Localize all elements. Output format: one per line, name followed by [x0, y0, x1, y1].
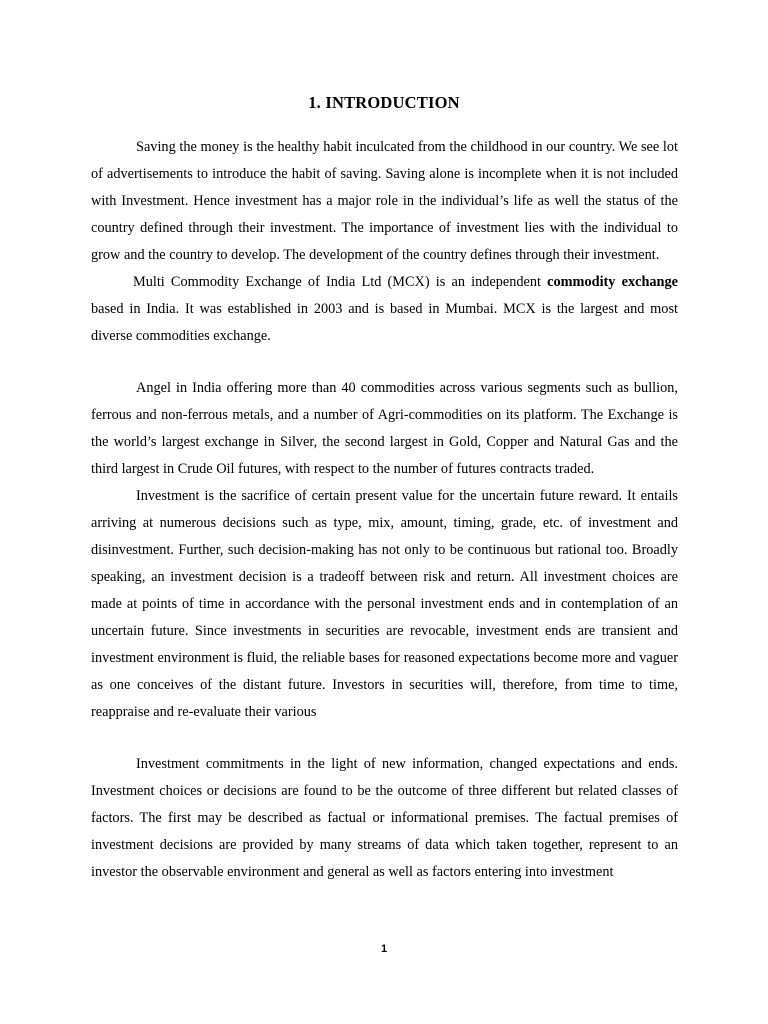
paragraph-investment-definition: Investment is the sacrifice of certain present value for the uncertain future reward. It entails arriving at numerous decisions such as type, mix, amount, timing, grade, etc. of investment and disinvestment. Further, such decision-making has not only to be continuous but rational too. Broadly speaking, an investment decision is a tradeoff between risk and return. All investment choices are made at points of time in accordance with the personal investment ends and in contemplation of an uncertain future. Since investments in securities are revocable, investment ends are transient and investment environment is fluid, the reliable bases for reasoned expectations become more and vaguer as one conceives of the distant future. Investors in securities will, therefore, from time to time, reappraise and re-evaluate their various [91, 488, 678, 720]
paragraph-saving: Saving the money is the healthy habit inculcated from the childhood in our country. We see lot of advertisements to introduce the habit of saving. Saving alone is incomplete when it is not included with Investment. Hence investment has a major role in the individual’s life as well the status of the country defined through their investment. The importance of investment lies with the individual to grow and the country to develop. The development of the country defines through their investment. [91, 139, 678, 263]
section-heading: 1. INTRODUCTION [308, 93, 460, 112]
paragraph-mcx-text-end: based in India. It was established in 2003 and is based in Mumbai. MCX is the largest and most diverse commodities exchange. [91, 301, 678, 344]
paragraph-angel: Angel in India offering more than 40 commodities across various segments such as bullion, ferrous and non-ferrous metals, and a number of Agri-commodities on its platform. The Exchange is the world’s largest exchange in Silver, the second largest in Gold, Copper and Natural Gas and the third largest in Crude Oil futures, with respect to the number of futures contracts traded. [91, 380, 678, 477]
paragraph-investment-commitments: Investment commitments in the light of new information, changed expectations and ends. Investment choices or decisions are found to be the outcome of three different but related classes of factors. The first may be described as factual or informational premises. The factual premises of investment decisions are provided by many streams of data which taken together, represent to an investor the observable environment and general as well as factors entering into investment [91, 756, 678, 880]
paragraph-mcx-text-start: Multi Commodity Exchange of India Ltd (MCX) is an independent [133, 274, 548, 290]
paragraph-mcx-bold-term: commodity exchange [547, 274, 678, 290]
page-number: 1 [380, 943, 388, 955]
paragraph-gap [91, 350, 678, 375]
document-body [91, 134, 678, 886]
paragraph-gap [91, 726, 678, 751]
paragraph-mcx [91, 269, 678, 350]
